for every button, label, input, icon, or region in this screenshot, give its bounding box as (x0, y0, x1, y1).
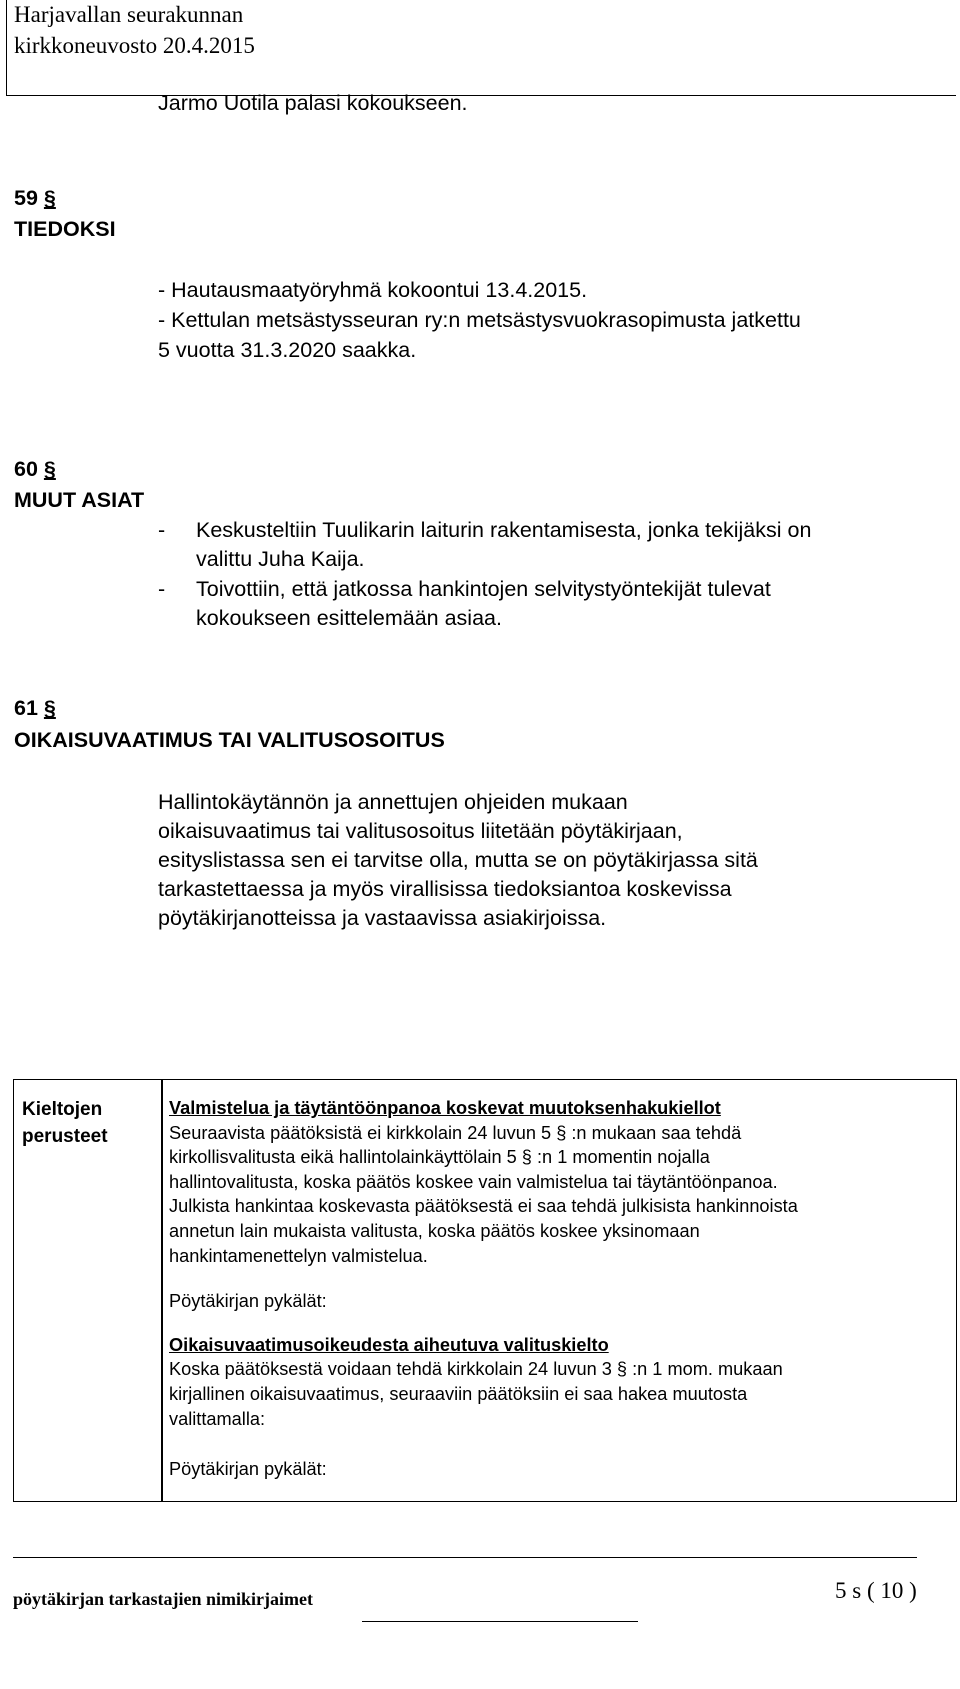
table-left-line: perusteet (22, 1126, 108, 1147)
section-61-line-4: tarkastettaessa ja myös virallisissa tiedoksiantoa koskevissa (158, 877, 732, 901)
section-60-number (14, 457, 56, 482)
section-60-bullet-1-line-2: valittu Juha Kaija. (196, 547, 365, 571)
footer-signature-line (362, 1621, 638, 1622)
section-61-title: OIKAISUVAATIMUS TAI VALITUSOSOITUS (14, 728, 445, 752)
footer-initials-label: pöytäkirjan tarkastajien nimikirjaimet (13, 1589, 313, 1609)
section-61-number (14, 696, 56, 721)
section-61-line-1: Hallintokäytännön ja annettujen ohjeiden mukaan (158, 790, 628, 814)
section-61-line-2: oikaisuvaatimus tai valitusosoitus liitetään pöytäkirjaan, (158, 819, 683, 843)
section-60-title: MUUT ASIAT (14, 488, 145, 512)
section-60-bullet-2-line-1: Toivottiin, että jatkossa hankintojen selvitystyöntekijät tulevat (196, 577, 771, 601)
section-59-line-1: - Hautausmaatyöryhmä kokoontui 13.4.2015. (158, 278, 588, 302)
section-59-title: TIEDOKSI (14, 217, 116, 241)
section-number: 60 (14, 457, 38, 481)
block1-line: annetun lain mukaista valitusta, koska päätös koskee yksinomaan (169, 1220, 700, 1241)
section-60-bullet-2-line-2: kokoukseen esittelemään asiaa. (196, 606, 502, 630)
header-horizontal-rule (6, 95, 956, 96)
block1-heading: Valmistelua ja täytäntöönpanoa koskevat muutoksenhakukiellot (169, 1098, 721, 1118)
table-left-line: Kieltojen (22, 1099, 103, 1120)
table-column-divider (161, 1080, 163, 1501)
header-organization: Harjavallan seurakunnan (14, 2, 244, 27)
section-59-line-2: - Kettulan metsästysseuran ry:n metsästysvuokrasopimusta jatkettu (158, 308, 801, 332)
section-sign: § (43, 696, 56, 720)
page-number: 5 s ( 10 ) (835, 1578, 917, 1603)
table-right-cell (169, 1096, 798, 1482)
section-61-line-3: esityslistassa sen ei tarvitse olla, mutta se on pöytäkirjassa sitä (158, 848, 758, 872)
pykalat-label-2: Pöytäkirjan pykälät: (169, 1459, 327, 1480)
pykalat-label-1: Pöytäkirjan pykälät: (169, 1291, 327, 1312)
appeal-restrictions-table (13, 1079, 957, 1502)
block2-line: valittamalla: (169, 1408, 266, 1429)
section-60-bullet-1-line-1: Keskusteltiin Tuulikarin laiturin rakentamisesta, jonka tekijäksi on (196, 518, 812, 542)
bullet-dash: - (158, 577, 166, 601)
block1-line: hankintamenettelyn valmistelua. (169, 1245, 428, 1266)
section-sign: § (43, 186, 56, 210)
section-number: 61 (14, 696, 38, 720)
table-left-cell (22, 1096, 108, 1150)
block2-line: kirjallinen oikaisuvaatimus, seuraaviin päätöksiin ei saa hakea muutosta (169, 1383, 748, 1404)
section-59-line-3: 5 vuotta 31.3.2020 saakka. (158, 338, 417, 362)
section-61-line-5: pöytäkirjanotteissa ja vastaavissa asiakirjoissa. (158, 906, 607, 930)
section-number: 59 (14, 186, 38, 210)
intro-text: Jarmo Uotila palasi kokoukseen. (158, 91, 468, 115)
bullet-dash: - (158, 518, 166, 542)
header-vertical-rule (6, 0, 7, 96)
block1-line: Julkista hankintaa koskevasta päätöksestä ei saa tehdä julkisista hankinnoista (169, 1196, 798, 1217)
block1-line: kirkollisvalitusta eikä hallintolainkäyttölain 5 § :n 1 momentin nojalla (169, 1147, 710, 1168)
section-sign: § (43, 457, 56, 481)
block1-line: Seuraavista päätöksistä ei kirkkolain 24 luvun 5 § :n mukaan saa tehdä (169, 1122, 742, 1143)
footer-rule (13, 1557, 917, 1558)
block1-line: hallintovalitusta, koska päätös koskee vain valmistelua tai täytäntöönpanoa. (169, 1171, 778, 1192)
header-meeting: kirkkoneuvosto 20.4.2015 (14, 33, 255, 58)
block2-line: Koska päätöksestä voidaan tehdä kirkkolain 24 luvun 3 § :n 1 mom. mukaan (169, 1359, 783, 1380)
section-59-number (14, 186, 56, 211)
block2-heading: Oikaisuvaatimusoikeudesta aiheutuva valituskielto (169, 1334, 609, 1355)
